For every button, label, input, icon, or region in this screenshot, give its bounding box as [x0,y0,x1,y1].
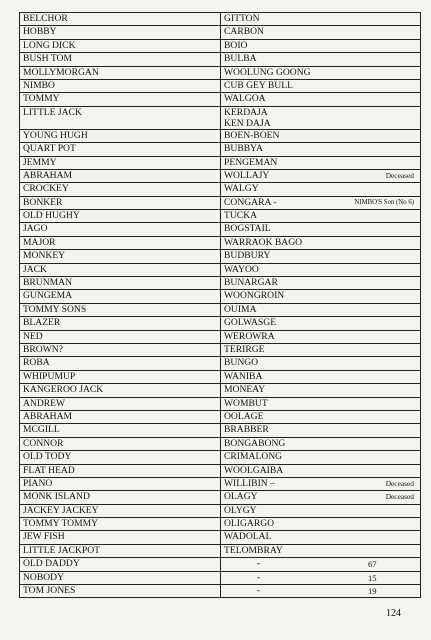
english-name-cell [20,491,221,504]
aboriginal-name-cell [221,53,421,66]
english-name-cell [20,477,221,490]
english-name: GUNGEMA [23,290,73,302]
english-name: NOBODY [23,571,65,583]
table-row [20,39,421,52]
table-row [20,585,421,598]
english-name-cell [20,263,221,276]
table-row [20,451,421,464]
aboriginal-name-cell [221,504,421,517]
english-name: TOMMY [23,93,60,105]
aboriginal-name: CARBON [224,26,264,38]
aboriginal-name: OLAGY [224,491,258,503]
aboriginal-name-cell [221,477,421,490]
english-name: JACKEY JACKEY [23,504,99,516]
english-name: KANGEROO JACK [23,384,104,396]
english-name-cell [20,585,221,598]
dash-mark: - [257,571,261,583]
table-row [20,464,421,477]
english-name: MONKEY [23,250,66,262]
aboriginal-name: BOIO [224,39,248,51]
english-name: OLD TODY [23,451,72,463]
aboriginal-name-cell [221,585,421,598]
aboriginal-name-cell [221,277,421,290]
aboriginal-name: WOOLGAIBA [224,464,284,476]
aboriginal-name-cell [221,143,421,156]
table-row [20,263,421,276]
english-name-cell [20,79,221,92]
aboriginal-name: BUDBURY [224,250,271,262]
english-name-cell [20,544,221,557]
aboriginal-name: OLYGY [224,504,257,516]
english-name-cell [20,290,221,303]
aboriginal-name-cell [221,558,421,571]
aboriginal-name: WANIBA [224,370,263,382]
names-table-body [20,13,421,598]
aboriginal-name: TERIRGE [224,343,265,355]
table-row [20,196,421,209]
aboriginal-name-cell [221,263,421,276]
table-row [20,330,421,343]
english-name-cell [20,196,221,209]
aboriginal-name: WADOLAL [224,531,272,543]
table-row [20,491,421,504]
aboriginal-name: OUIMA [224,303,257,315]
aboriginal-name-cell [221,169,421,182]
english-name-cell [20,66,221,79]
aboriginal-name-cell [221,250,421,263]
aboriginal-name: WOONGROIN [224,290,285,302]
aboriginal-name: BRABBER [224,424,269,436]
table-row [20,183,421,196]
aboriginal-name-alt: KEN DAJA [224,117,271,129]
aboriginal-name-cell [221,317,421,330]
aboriginal-name-cell [221,491,421,504]
table-row [20,156,421,169]
aboriginal-name: WILLIBIN – [224,477,275,489]
english-name-cell [20,370,221,383]
english-name-cell [20,518,221,531]
english-name: TOMMY TOMMY [23,518,99,530]
english-name: TOM JONES [23,585,76,597]
english-name: TOMMY SONS [23,303,87,315]
english-name: ABRAHAM [23,410,73,422]
english-name: YOUNG HUGH [23,129,88,141]
table-row [20,13,421,26]
english-name: FLAT HEAD [23,464,75,476]
aboriginal-name-cell [221,106,421,129]
english-name: MCGILL [23,424,60,436]
remark-note: Deceased [385,478,414,488]
aboriginal-name-cell [221,451,421,464]
english-name: BELCHOR [23,13,68,24]
aboriginal-name-cell [221,357,421,370]
table-row [20,143,421,156]
english-name: BONKER [23,196,63,208]
english-name: HOBBY [23,26,57,38]
aboriginal-name-cell [221,410,421,423]
aboriginal-name-cell [221,196,421,209]
aboriginal-name-cell [221,384,421,397]
english-name-cell [20,223,221,236]
english-name-cell [20,210,221,223]
english-name: OLD HUGHY [23,210,80,222]
table-row [20,397,421,410]
aboriginal-name-cell [221,437,421,450]
english-name-cell [20,143,221,156]
aboriginal-name-cell [221,464,421,477]
aboriginal-name: OLIGARGO [224,518,275,530]
table-row [20,277,421,290]
english-name-cell [20,183,221,196]
english-name: MONK ISLAND [23,491,90,503]
table-row [20,558,421,571]
aboriginal-name: BULBA [224,53,257,65]
english-name-cell [20,464,221,477]
aboriginal-name: BOEN-BOEN [224,129,280,141]
english-name: CROCKEY [23,183,69,195]
english-name: NED [23,330,43,342]
aboriginal-name: WAYOO [224,263,259,275]
table-row [20,106,421,129]
table-row [20,210,421,223]
aboriginal-name-cell [221,330,421,343]
row-number: 19 [368,586,377,597]
table-row [20,250,421,263]
table-row [20,504,421,517]
aboriginal-name-cell [221,544,421,557]
english-name: QUART POT [23,143,76,155]
english-name-cell [20,343,221,356]
aboriginal-name-cell [221,303,421,316]
row-number: 67 [368,559,377,570]
aboriginal-name: WALGY [224,183,259,195]
aboriginal-name: TUCKA [224,210,258,222]
english-name: MAJOR [23,236,56,248]
table-row [20,437,421,450]
english-name: LITTLE JACK [23,106,82,118]
aboriginal-name: GOLWASGE [224,317,277,329]
table-row [20,303,421,316]
table-row [20,571,421,584]
aboriginal-name-cell [221,223,421,236]
aboriginal-name-cell [221,26,421,39]
aboriginal-name-cell [221,93,421,106]
table-row [20,410,421,423]
english-name: OLD DADDY [23,558,80,570]
english-name-cell [20,558,221,571]
remark-note: NIMBO'S Son (No 6) [354,198,414,206]
english-name: JACK [23,263,47,275]
aboriginal-name-cell [221,343,421,356]
english-name: NIMBO [23,79,55,91]
remark-note: Deceased [385,170,414,180]
english-name-cell [20,53,221,66]
table-row [20,93,421,106]
aboriginal-name: GITTON [224,13,260,24]
english-name: ABRAHAM [23,169,73,181]
english-name-cell [20,317,221,330]
aboriginal-name-cell [221,424,421,437]
english-name-cell [20,504,221,517]
aboriginal-name: CUB GEY BULL [224,79,293,91]
table-row [20,236,421,249]
english-name-cell [20,410,221,423]
aboriginal-name-cell [221,183,421,196]
table-row [20,223,421,236]
table-row [20,343,421,356]
english-name: BROWN? [23,343,63,355]
aboriginal-name: CONGARA - [224,196,277,208]
table-row [20,531,421,544]
table-row [20,357,421,370]
page-number: 124 [386,608,401,619]
aboriginal-name: TELOMBRAY [224,544,283,556]
aboriginal-name: MONEAY [224,384,266,396]
english-name: JEMMY [23,156,57,168]
table-row [20,53,421,66]
aboriginal-name-cell [221,66,421,79]
table-row [20,424,421,437]
aboriginal-name: WARRAOK BAGO [224,236,303,248]
row-number: 15 [368,572,377,583]
table-row [20,66,421,79]
table-row [20,544,421,557]
table-row [20,518,421,531]
table-row [20,477,421,490]
english-name-cell [20,106,221,129]
english-name-cell [20,330,221,343]
english-name-cell [20,169,221,182]
aboriginal-name-cell [221,13,421,26]
aboriginal-name-cell [221,129,421,142]
english-name: WHIPUMUP [23,370,76,382]
english-name: BUSH TOM [23,53,72,65]
english-name-cell [20,39,221,52]
aboriginal-name-cell [221,531,421,544]
aboriginal-name: BOGSTAIL [224,223,271,235]
aboriginal-name: BUNGO [224,357,259,369]
english-name-cell [20,26,221,39]
aboriginal-name: BUBBYA [224,143,263,155]
table-row [20,129,421,142]
aboriginal-name: WOLLAJY [224,169,270,181]
english-name-cell [20,437,221,450]
english-name-cell [20,277,221,290]
aboriginal-name: PENGEMAN [224,156,278,168]
english-name: ANDREW [23,397,66,409]
english-name-cell [20,13,221,26]
names-table [19,12,421,598]
aboriginal-name: BONGABONG [224,437,286,449]
english-name-cell [20,384,221,397]
english-name-cell [20,93,221,106]
english-name-cell [20,531,221,544]
aboriginal-name: KERDAJA [224,106,268,118]
english-name-cell [20,303,221,316]
table-row [20,384,421,397]
english-name-cell [20,236,221,249]
aboriginal-name: WALGOA [224,93,266,105]
aboriginal-name-cell [221,290,421,303]
english-name: JAGO [23,223,48,235]
aboriginal-name: WOMBUT [224,397,268,409]
english-name: JEW FISH [23,531,65,543]
aboriginal-name: WEROWRA [224,330,275,342]
aboriginal-name: OOLAGE [224,410,264,422]
aboriginal-name-cell [221,397,421,410]
dash-mark: - [257,558,261,570]
dash-mark: - [257,585,261,597]
remark-note: Deceased [385,492,414,502]
aboriginal-name-cell [221,210,421,223]
aboriginal-name-cell [221,39,421,52]
aboriginal-name: CRIMALONG [224,451,283,463]
english-name: CONNOR [23,437,64,449]
english-name: LITTLE JACKPOT [23,544,101,556]
english-name-cell [20,129,221,142]
aboriginal-name-cell [221,156,421,169]
english-name-cell [20,424,221,437]
aboriginal-name-cell [221,571,421,584]
table-row [20,317,421,330]
english-name: MOLLYMORGAN [23,66,99,78]
table-row [20,79,421,92]
english-name: PIANO [23,477,53,489]
english-name: BLAZER [23,317,61,329]
english-name-cell [20,451,221,464]
english-name-cell [20,571,221,584]
english-name: BRUNMAN [23,277,73,289]
table-row [20,26,421,39]
english-name-cell [20,250,221,263]
english-name-cell [20,357,221,370]
aboriginal-name-cell [221,236,421,249]
aboriginal-name-cell [221,79,421,92]
english-name: ROBA [23,357,50,369]
aboriginal-name: WOOLUNG GOONG [224,66,311,78]
aboriginal-name: BUNARGAR [224,277,278,289]
table-row [20,370,421,383]
table-row [20,290,421,303]
aboriginal-name-cell [221,518,421,531]
table-row [20,169,421,182]
english-name-cell [20,397,221,410]
aboriginal-name-cell [221,370,421,383]
english-name: LONG DICK [23,39,76,51]
english-name-cell [20,156,221,169]
